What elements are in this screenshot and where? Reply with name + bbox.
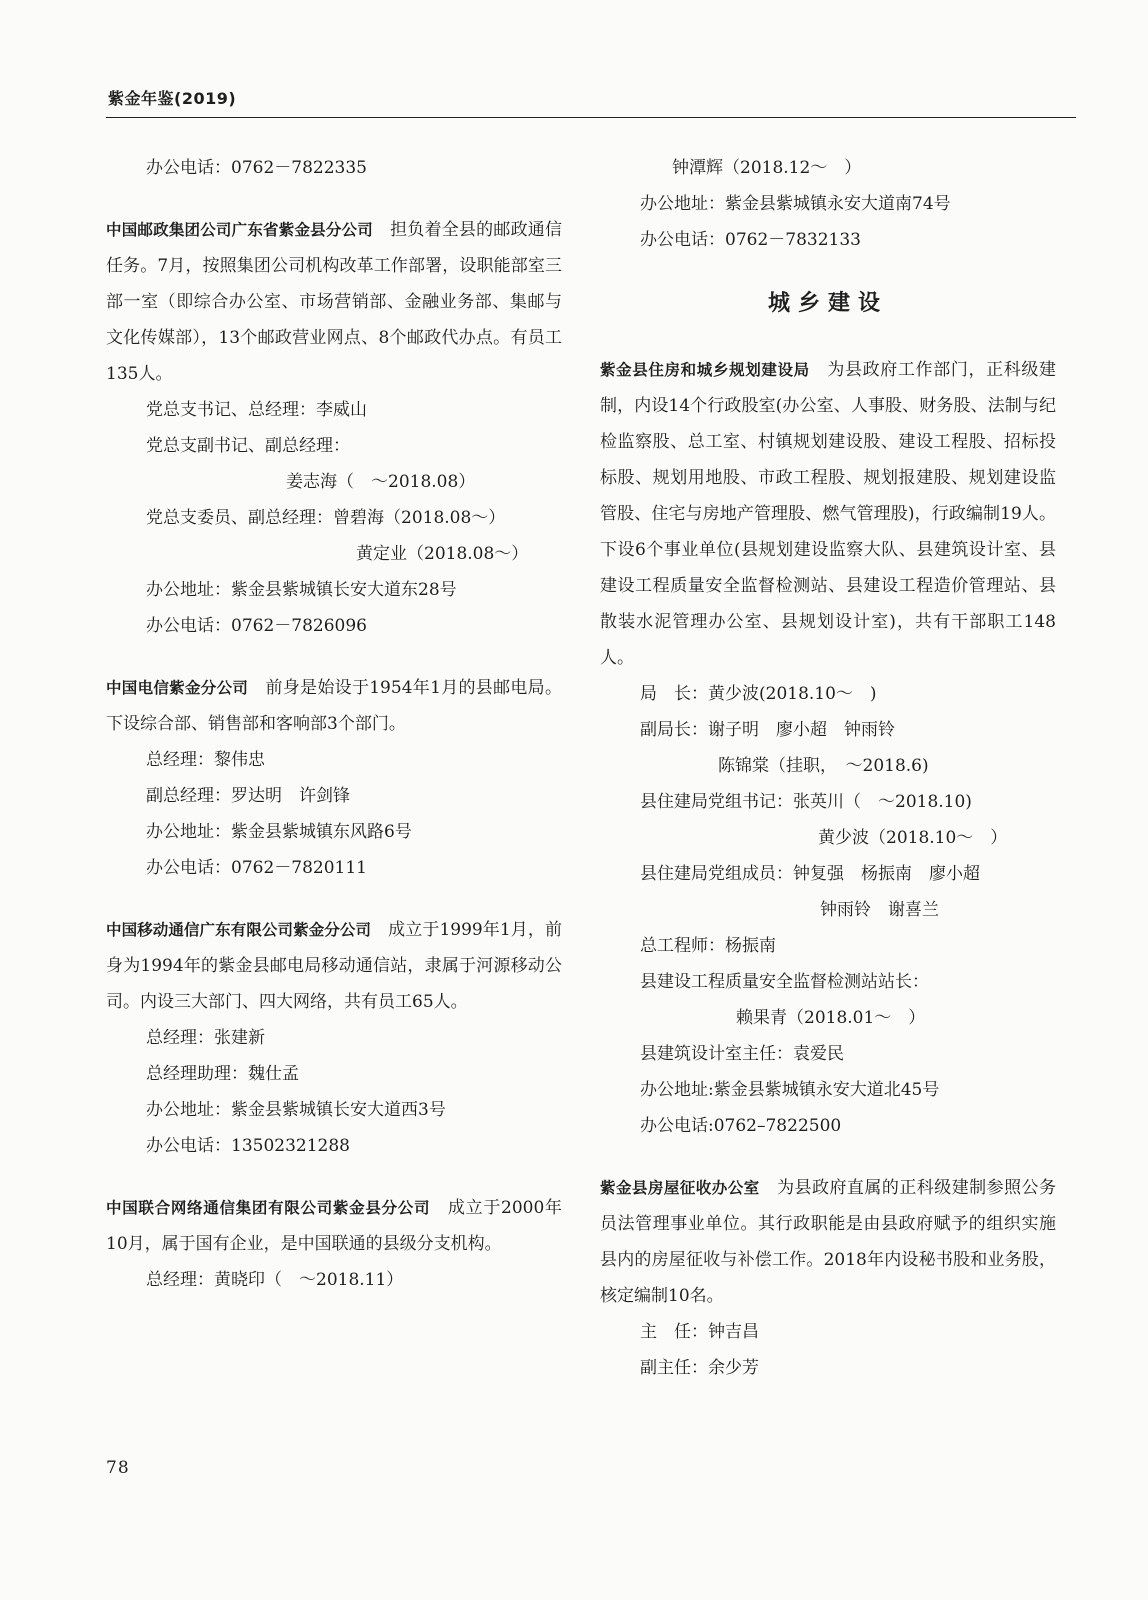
personnel-line: 副主任：余少芳 — [640, 1358, 759, 1378]
phone-line: 办公电话：13502321288 — [146, 1136, 350, 1156]
personnel-line: 局 长：黄少波(2018.10～ ) — [640, 684, 877, 704]
left-column — [106, 150, 562, 1298]
running-header: 紫金年鉴(2019) — [108, 89, 237, 108]
personnel-line: 钟雨铃 谢喜兰 — [820, 900, 939, 920]
personnel-line: 总经理：黎伟忠 — [146, 750, 265, 770]
personnel-line: 党总支委员、副总经理：曾碧海（2018.08～） — [146, 508, 506, 528]
personnel-line: 赖果青（2018.01～ ） — [736, 1008, 926, 1028]
personnel-line: 黄定业（2018.08～） — [356, 544, 529, 564]
phone-line: 办公电话：0762－7832133 — [640, 230, 861, 250]
org-description: 担负着全县的邮政通信任务。7月，按照集团公司机构改革工作部署，设职能部室三部一室（即综合办公室、市场营销部、金融业务部、集邮与文化传媒部），13个邮政营业网点、8个邮政代办点。有员工135人。 — [106, 220, 562, 384]
personnel-line: 党总支副书记、副总经理： — [146, 436, 350, 456]
personnel-line: 陈锦棠（挂职， ～2018.6) — [718, 756, 929, 776]
personnel-line: 总经理：张建新 — [146, 1028, 265, 1048]
org-name: 紫金县住房和城乡规划建设局 — [600, 361, 810, 379]
entry-unicom — [106, 1190, 562, 1298]
org-name: 中国移动通信广东有限公司紫金分公司 — [106, 921, 372, 939]
personnel-line: 总工程师：杨振南 — [640, 936, 776, 956]
personnel-line: 黄少波（2018.10～ ） — [818, 828, 1008, 848]
personnel-line: 县建筑设计室主任：袁爱民 — [640, 1044, 844, 1064]
org-name: 紫金县房屋征收办公室 — [600, 1179, 760, 1197]
header-rule — [106, 117, 1076, 118]
page-number: 78 — [106, 1458, 130, 1478]
entry-paragraph — [106, 912, 562, 1020]
personnel-line: 副局长：谢子明 廖小超 钟雨铃 — [640, 720, 895, 740]
address-line: 办公地址：紫金县紫城镇永安大道南74号 — [640, 194, 951, 214]
personnel-line: 主 任：钟吉昌 — [640, 1322, 759, 1342]
org-description: 为县政府直属的正科级建制参照公务员法管理事业单位。其行政职能是由县政府赋予的组织实施县内的房屋征收与补偿工作。2018年内设秘书股和业务股，核定编制10名。 — [600, 1178, 1057, 1306]
personnel-line: 党总支书记、总经理：李威山 — [146, 400, 367, 420]
personnel-line: 副总经理：罗达明 许剑锋 — [146, 786, 350, 806]
personnel-line: 钟潭辉（2018.12～ ） — [672, 158, 862, 178]
address-line: 办公地址:紫金县紫城镇永安大道北45号 — [640, 1080, 940, 1100]
personnel-line: 县住建局党组成员：钟复强 杨振南 廖小超 — [640, 864, 980, 884]
contact-phone: 办公电话：0762－7822335 — [146, 158, 367, 178]
address-line: 办公地址：紫金县紫城镇长安大道东28号 — [146, 580, 457, 600]
org-name: 中国联合网络通信集团有限公司紫金县分公司 — [106, 1199, 431, 1217]
personnel-line: 县住建局党组书记：张英川（ ～2018.10) — [640, 792, 972, 812]
entry-expropriation-office — [600, 1170, 1056, 1386]
entry-paragraph — [106, 670, 562, 742]
right-column — [600, 150, 1056, 1386]
address-line: 办公地址：紫金县紫城镇东风路6号 — [146, 822, 412, 842]
entry-mobile — [106, 912, 562, 1164]
entry-paragraph — [600, 352, 1056, 676]
entry-paragraph — [106, 1190, 562, 1262]
org-description: 成立于2000年10月，属于国有企业，是中国联通的县级分支机构。 — [106, 1198, 563, 1254]
personnel-line: 总经理：黄晓印（ ～2018.11） — [146, 1270, 404, 1290]
personnel-line: 县建设工程质量安全监督检测站站长： — [640, 972, 929, 992]
entry-postal — [106, 212, 562, 644]
entry-telecom — [106, 670, 562, 886]
org-description: 为县政府工作部门，正科级建制，内设14个行政股室(办公室、人事股、财务股、法制与纪检监察股、总工室、村镇规划建设股、建设工程股、招标投标股、规划用地股、市政工程股、规划报建股、规划建设监管股、住宅与房地产管理股、燃气管理股)，行政编制19人。下设6个事业单位(县规划建设监察大队、县建筑设计室、县建设工程质量安全监督检测站、县建设工程造价管理站、县散装水泥管理办公室、县规划设计室)，共有干部职工148人。 — [600, 360, 1056, 668]
org-description: 成立于1999年1月，前身为1994年的紫金县邮电局移动通信站，隶属于河源移动公司。内设三大部门、四大网络，共有员工65人。 — [106, 920, 562, 1012]
personnel-line: 姜志海（ ～2018.08） — [286, 472, 476, 492]
org-name: 中国电信紫金分公司 — [106, 679, 249, 697]
entry-housing-bureau — [600, 352, 1056, 1144]
org-name: 中国邮政集团公司广东省紫金县分公司 — [106, 221, 373, 239]
entry-paragraph — [106, 212, 562, 392]
phone-line: 办公电话:0762–7822500 — [640, 1116, 842, 1136]
personnel-line: 总经理助理：魏仕孟 — [146, 1064, 299, 1084]
phone-line: 办公电话：0762－7826096 — [146, 616, 367, 636]
section-title: 城乡建设 — [767, 291, 888, 316]
address-line: 办公地址：紫金县紫城镇长安大道西3号 — [146, 1100, 446, 1120]
phone-line: 办公电话：0762－7820111 — [146, 858, 367, 878]
entry-paragraph — [600, 1170, 1056, 1314]
org-description: 前身是始设于1954年1月的县邮电局。下设综合部、销售部和客响部3个部门。 — [106, 678, 562, 734]
